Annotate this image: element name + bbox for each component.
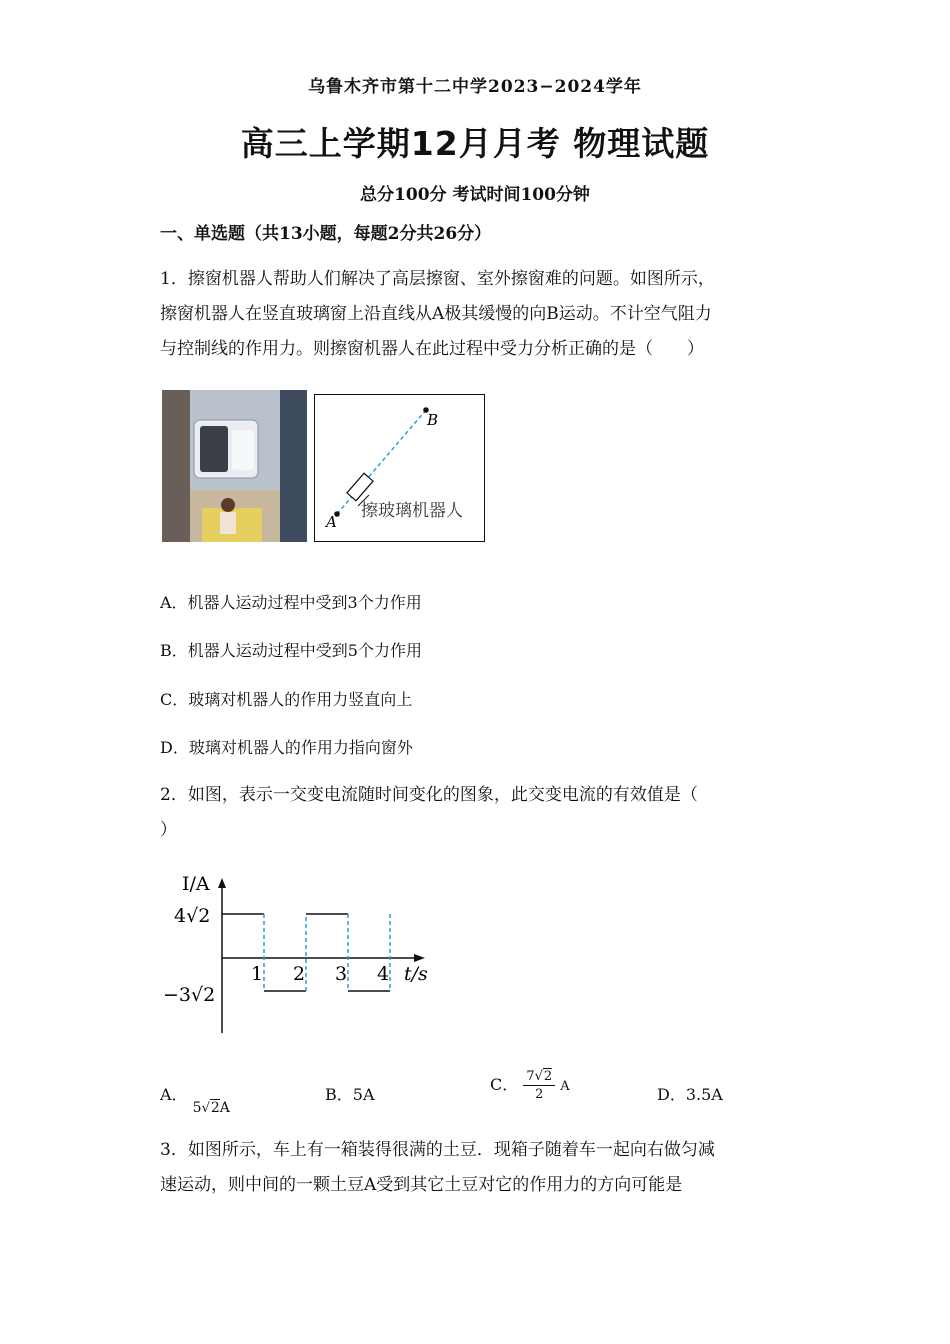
x-axis-label: t/s: [404, 963, 428, 985]
question-1-option-c[interactable]: C．玻璃对机器人的作用力竖直向上: [160, 690, 413, 709]
waveform: [222, 914, 390, 991]
robot-path-svg: [314, 394, 485, 542]
robot-label: 擦玻璃机器人: [361, 501, 463, 521]
question-1-line: 擦窗机器人在竖直玻璃窗上沿直线从A极其缓慢的向B运动。不计空气阻力: [160, 304, 712, 324]
x-tick-label: 3: [335, 963, 348, 985]
question-2-line: 2．如图，表示一交变电流随时间变化的图象，此交变电流的有效值是（: [160, 785, 698, 805]
question-2-option-c[interactable]: [490, 1068, 570, 1103]
window-robot-photo: [162, 390, 307, 542]
y-tick-negative: −3√2: [163, 984, 216, 1006]
question-2-option-b[interactable]: B．5A: [325, 1085, 375, 1104]
question-3-line: 3．如图所示，车上有一箱装得很满的土豆．现箱子随着车一起向右做匀减: [160, 1140, 715, 1160]
label-b: B: [427, 411, 439, 429]
axes: [218, 878, 425, 1033]
option-c-prefix: C．: [490, 1075, 519, 1094]
y-tick-positive: 4√2: [174, 905, 211, 927]
question-1-option-b[interactable]: B．机器人运动过程中受到5个力作用: [160, 641, 422, 660]
x-tick-label: 1: [251, 963, 264, 985]
question-1-option-d[interactable]: D．玻璃对机器人的作用力指向窗外: [160, 738, 413, 757]
question-1-line: 1．擦窗机器人帮助人们解决了高层擦窗、室外擦窗难的问题。如图所示，: [160, 269, 715, 289]
question-1-text: [160, 262, 800, 367]
option-c-num-radicand: 2: [543, 1069, 553, 1084]
option-c-unit: A: [560, 1079, 570, 1094]
x-tick-label: 4: [377, 963, 390, 985]
robot-path-diagram: [314, 394, 485, 542]
current-time-graph-svg: [160, 868, 440, 1038]
question-2-option-d[interactable]: D．3.5A: [657, 1085, 723, 1104]
y-axis-arrow: [218, 878, 226, 888]
question-1-option-a[interactable]: A．机器人运动过程中受到3个力作用: [160, 593, 422, 612]
question-2-option-a[interactable]: A． 5√2A: [160, 1085, 230, 1116]
option-a-unit: A: [219, 1100, 230, 1116]
option-c-fraction: $\frac{7√2}{2}$: [523, 1068, 555, 1103]
x-tick-label: 2: [293, 963, 306, 985]
question-3-text: [160, 1133, 800, 1203]
question-2-text: [160, 778, 800, 848]
question-3-line: 速运动，则中间的一颗土豆A受到其它土豆对它的作用力的方向可能是: [160, 1175, 683, 1195]
x-axis-arrow: [414, 954, 425, 962]
option-c-num-coef: 7: [526, 1069, 535, 1084]
axis-labels: [163, 873, 428, 1006]
photo-illustration: [162, 390, 307, 542]
option-a-prefix: A．: [160, 1085, 188, 1104]
label-a: A: [326, 513, 337, 531]
school-header: 乌鲁木齐市第十二中学2023−2024学年: [308, 77, 642, 97]
y-axis-label: I/A: [182, 873, 210, 895]
exam-title: 高三上学期12月月考 物理试题: [240, 124, 710, 163]
current-time-graph: [160, 868, 440, 1038]
exam-meta: 总分100分 考试时间100分钟: [360, 185, 590, 205]
option-a-radicand: 2: [210, 1100, 220, 1116]
option-a-coef: 5: [192, 1100, 202, 1116]
option-c-denominator: 2: [535, 1087, 544, 1102]
question-2-line: ）: [160, 820, 177, 840]
section-heading: 一、单选题（共13小题，每题2分共26分）: [160, 224, 492, 244]
question-1-line: 与控制线的作用力。则擦窗机器人在此过程中受力分析正确的是（ ）: [160, 339, 704, 359]
